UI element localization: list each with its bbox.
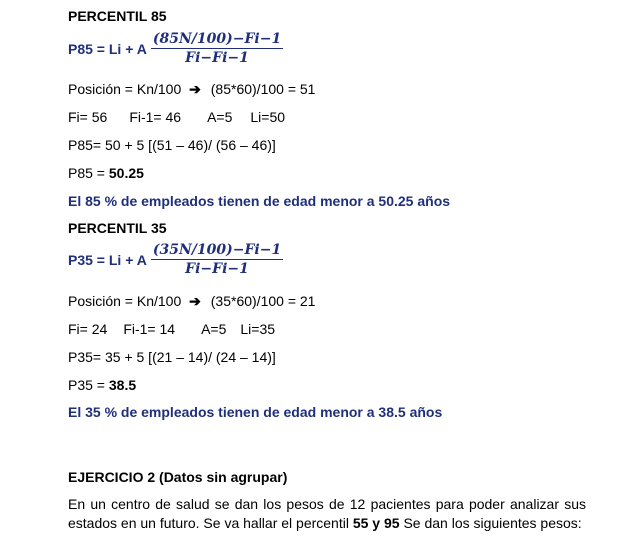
p35-position-left: Posición = Kn/100 bbox=[68, 293, 182, 309]
p85-li: Li=50 bbox=[250, 109, 286, 125]
p35-result bbox=[68, 377, 136, 393]
arrow-right-icon: ➔ bbox=[189, 81, 201, 97]
p85-result-value: 50.25 bbox=[108, 165, 144, 181]
p35-position-right: (35*60)/100 = 21 bbox=[210, 293, 316, 309]
p35-fraction-numerator: (35N/100)−Fi−1 bbox=[152, 242, 282, 258]
p35-result-label: P35 = bbox=[68, 377, 109, 393]
arrow-right-icon: ➔ bbox=[189, 293, 201, 309]
p85-formula-lhs: P85 = Li + A bbox=[68, 40, 147, 57]
p35-fraction-denominator: Fi−Fi−1 bbox=[185, 261, 249, 277]
ejercicio-2-paragraph bbox=[68, 495, 586, 533]
p35-li: Li=35 bbox=[240, 321, 276, 337]
percentil-35-heading: PERCENTIL 35 bbox=[68, 220, 167, 236]
ejercicio-2-percentiles: 55 y 95 bbox=[352, 515, 400, 531]
p85-fi: Fi= 56 bbox=[68, 109, 108, 125]
p85-formula bbox=[68, 31, 283, 66]
p35-formula bbox=[68, 242, 283, 277]
p85-conclusion: El 85 % de empleados tienen de edad menor a 50.25 años bbox=[68, 193, 451, 209]
p85-position-line bbox=[68, 81, 315, 98]
p85-position-left: Posición = Kn/100 bbox=[68, 81, 182, 97]
p35-a: A=5 bbox=[201, 321, 227, 337]
p35-result-value: 38.5 bbox=[108, 377, 137, 393]
p35-fraction bbox=[151, 242, 283, 277]
p35-values-line bbox=[68, 321, 275, 337]
p85-fraction-denominator: Fi−Fi−1 bbox=[185, 50, 249, 66]
p35-calculation: P35= 35 + 5 [(21 – 14)/ (24 – 14)] bbox=[68, 349, 276, 365]
p85-result bbox=[68, 165, 144, 181]
p85-fraction-numerator: (85N/100)−Fi−1 bbox=[152, 31, 282, 47]
p35-position-line bbox=[68, 293, 315, 310]
p35-formula-lhs: P35 = Li + A bbox=[68, 251, 147, 268]
p85-calculation: P85= 50 + 5 [(51 – 46)/ (56 – 46)] bbox=[68, 137, 276, 153]
ejercicio-2-text-c: Se dan los siguientes pesos: bbox=[399, 515, 582, 531]
percentil-85-heading: PERCENTIL 85 bbox=[68, 8, 167, 24]
p35-conclusion: El 35 % de empleados tienen de edad menor a 38.5 años bbox=[68, 404, 443, 420]
p85-fi-1: Fi-1= 46 bbox=[129, 109, 182, 125]
p85-fraction bbox=[151, 31, 283, 66]
ejercicio-2-heading: EJERCICIO 2 (Datos sin agrupar) bbox=[68, 469, 288, 485]
ejercicio-2-text-a: En un centro de salud se dan los pesos de 12 pacientes para poder analizar sus estados en un futuro. Se va hallar el percentil bbox=[68, 496, 586, 531]
p85-result-label: P85 = bbox=[68, 165, 109, 181]
p35-fi-1: Fi-1= 14 bbox=[123, 321, 176, 337]
p85-a: A=5 bbox=[207, 109, 233, 125]
p85-position-right: (85*60)/100 = 51 bbox=[210, 81, 316, 97]
p85-values-line bbox=[68, 109, 285, 125]
p35-fi: Fi= 24 bbox=[68, 321, 108, 337]
